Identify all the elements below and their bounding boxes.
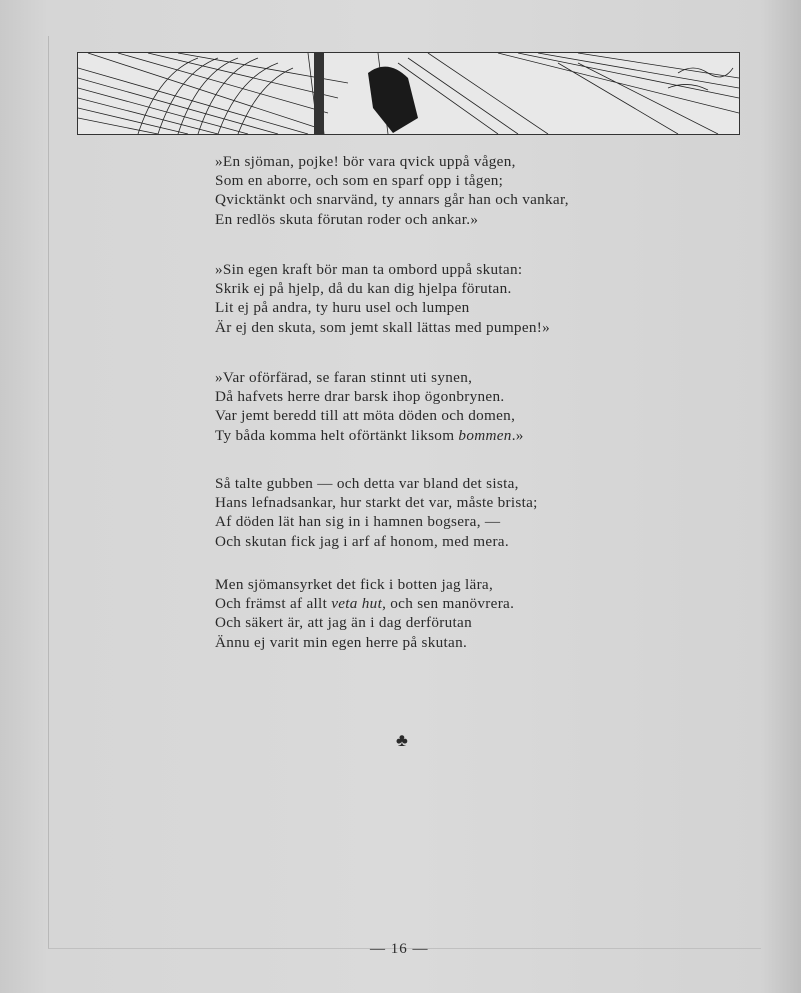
verse-line: Ännu ej varit min egen herre på skutan. xyxy=(215,633,468,651)
verse-text: .» xyxy=(511,426,524,444)
italic-word: bommen xyxy=(458,426,512,444)
verse-text: Ty båda komma helt oförtänkt liksom xyxy=(215,426,459,444)
verse-line: »Var oförfärad, se faran stinnt uti synen, xyxy=(215,369,473,386)
verse-line: Qvicktänkt och snarvänd, ty annars går han och vankar, xyxy=(215,191,569,209)
stanza-5 xyxy=(215,575,514,652)
verse-line: Och säkert är, att jag än i dag derförutan xyxy=(215,614,472,632)
verse-line: Då hafvets herre drar barsk ihop ögonbrynen. xyxy=(215,388,505,406)
page-number: — 16 — xyxy=(370,941,429,957)
verse-line: Skrik ej på hjelp, då du kan dig hjelpa förutan. xyxy=(215,280,512,298)
verse-line: Är ej den skuta, som jemt skall lättas med pumpen!» xyxy=(215,318,551,336)
verse-text: Och främst af allt xyxy=(215,595,332,613)
verse-line: Lit ej på andra, ty huru usel och lumpen xyxy=(215,299,470,317)
verse-line: En redlös skuta förutan roder och ankar.» xyxy=(215,210,479,228)
verse-line: Och skutan fick jag i arf af honom, med mera. xyxy=(215,532,509,550)
verse-line: Men sjömansyrket det fick i botten jag lära, xyxy=(215,576,494,593)
ornament-icon: ♣ xyxy=(396,730,408,750)
verse-line: »En sjöman, pojke! bör vara qvick uppå vågen, xyxy=(215,153,516,170)
verse-text: , och sen manövrera. xyxy=(382,595,515,613)
verse-line: »Sin egen kraft bör man ta ombord uppå skutan: xyxy=(215,261,523,278)
italic-phrase: veta hut xyxy=(331,595,383,613)
verse-line: Var jemt beredd till att möta döden och domen, xyxy=(215,407,516,425)
verse-line xyxy=(215,594,514,613)
verse-line: Som en aborre, och som en sparf opp i tågen; xyxy=(215,172,504,190)
stanza-4 xyxy=(215,474,538,551)
verse-line: Af döden lät han sig in i hamnen bogsera, — xyxy=(215,513,501,531)
stanza-1 xyxy=(215,152,569,229)
verse-line: Hans lefnadsankar, hur starkt det var, måste brista; xyxy=(215,494,538,512)
stanza-2 xyxy=(215,260,550,337)
verse-line xyxy=(215,426,524,445)
stanza-3 xyxy=(215,368,524,445)
header-illustration xyxy=(77,52,740,135)
verse-line: Så talte gubben — och detta var bland det sista, xyxy=(215,475,519,492)
